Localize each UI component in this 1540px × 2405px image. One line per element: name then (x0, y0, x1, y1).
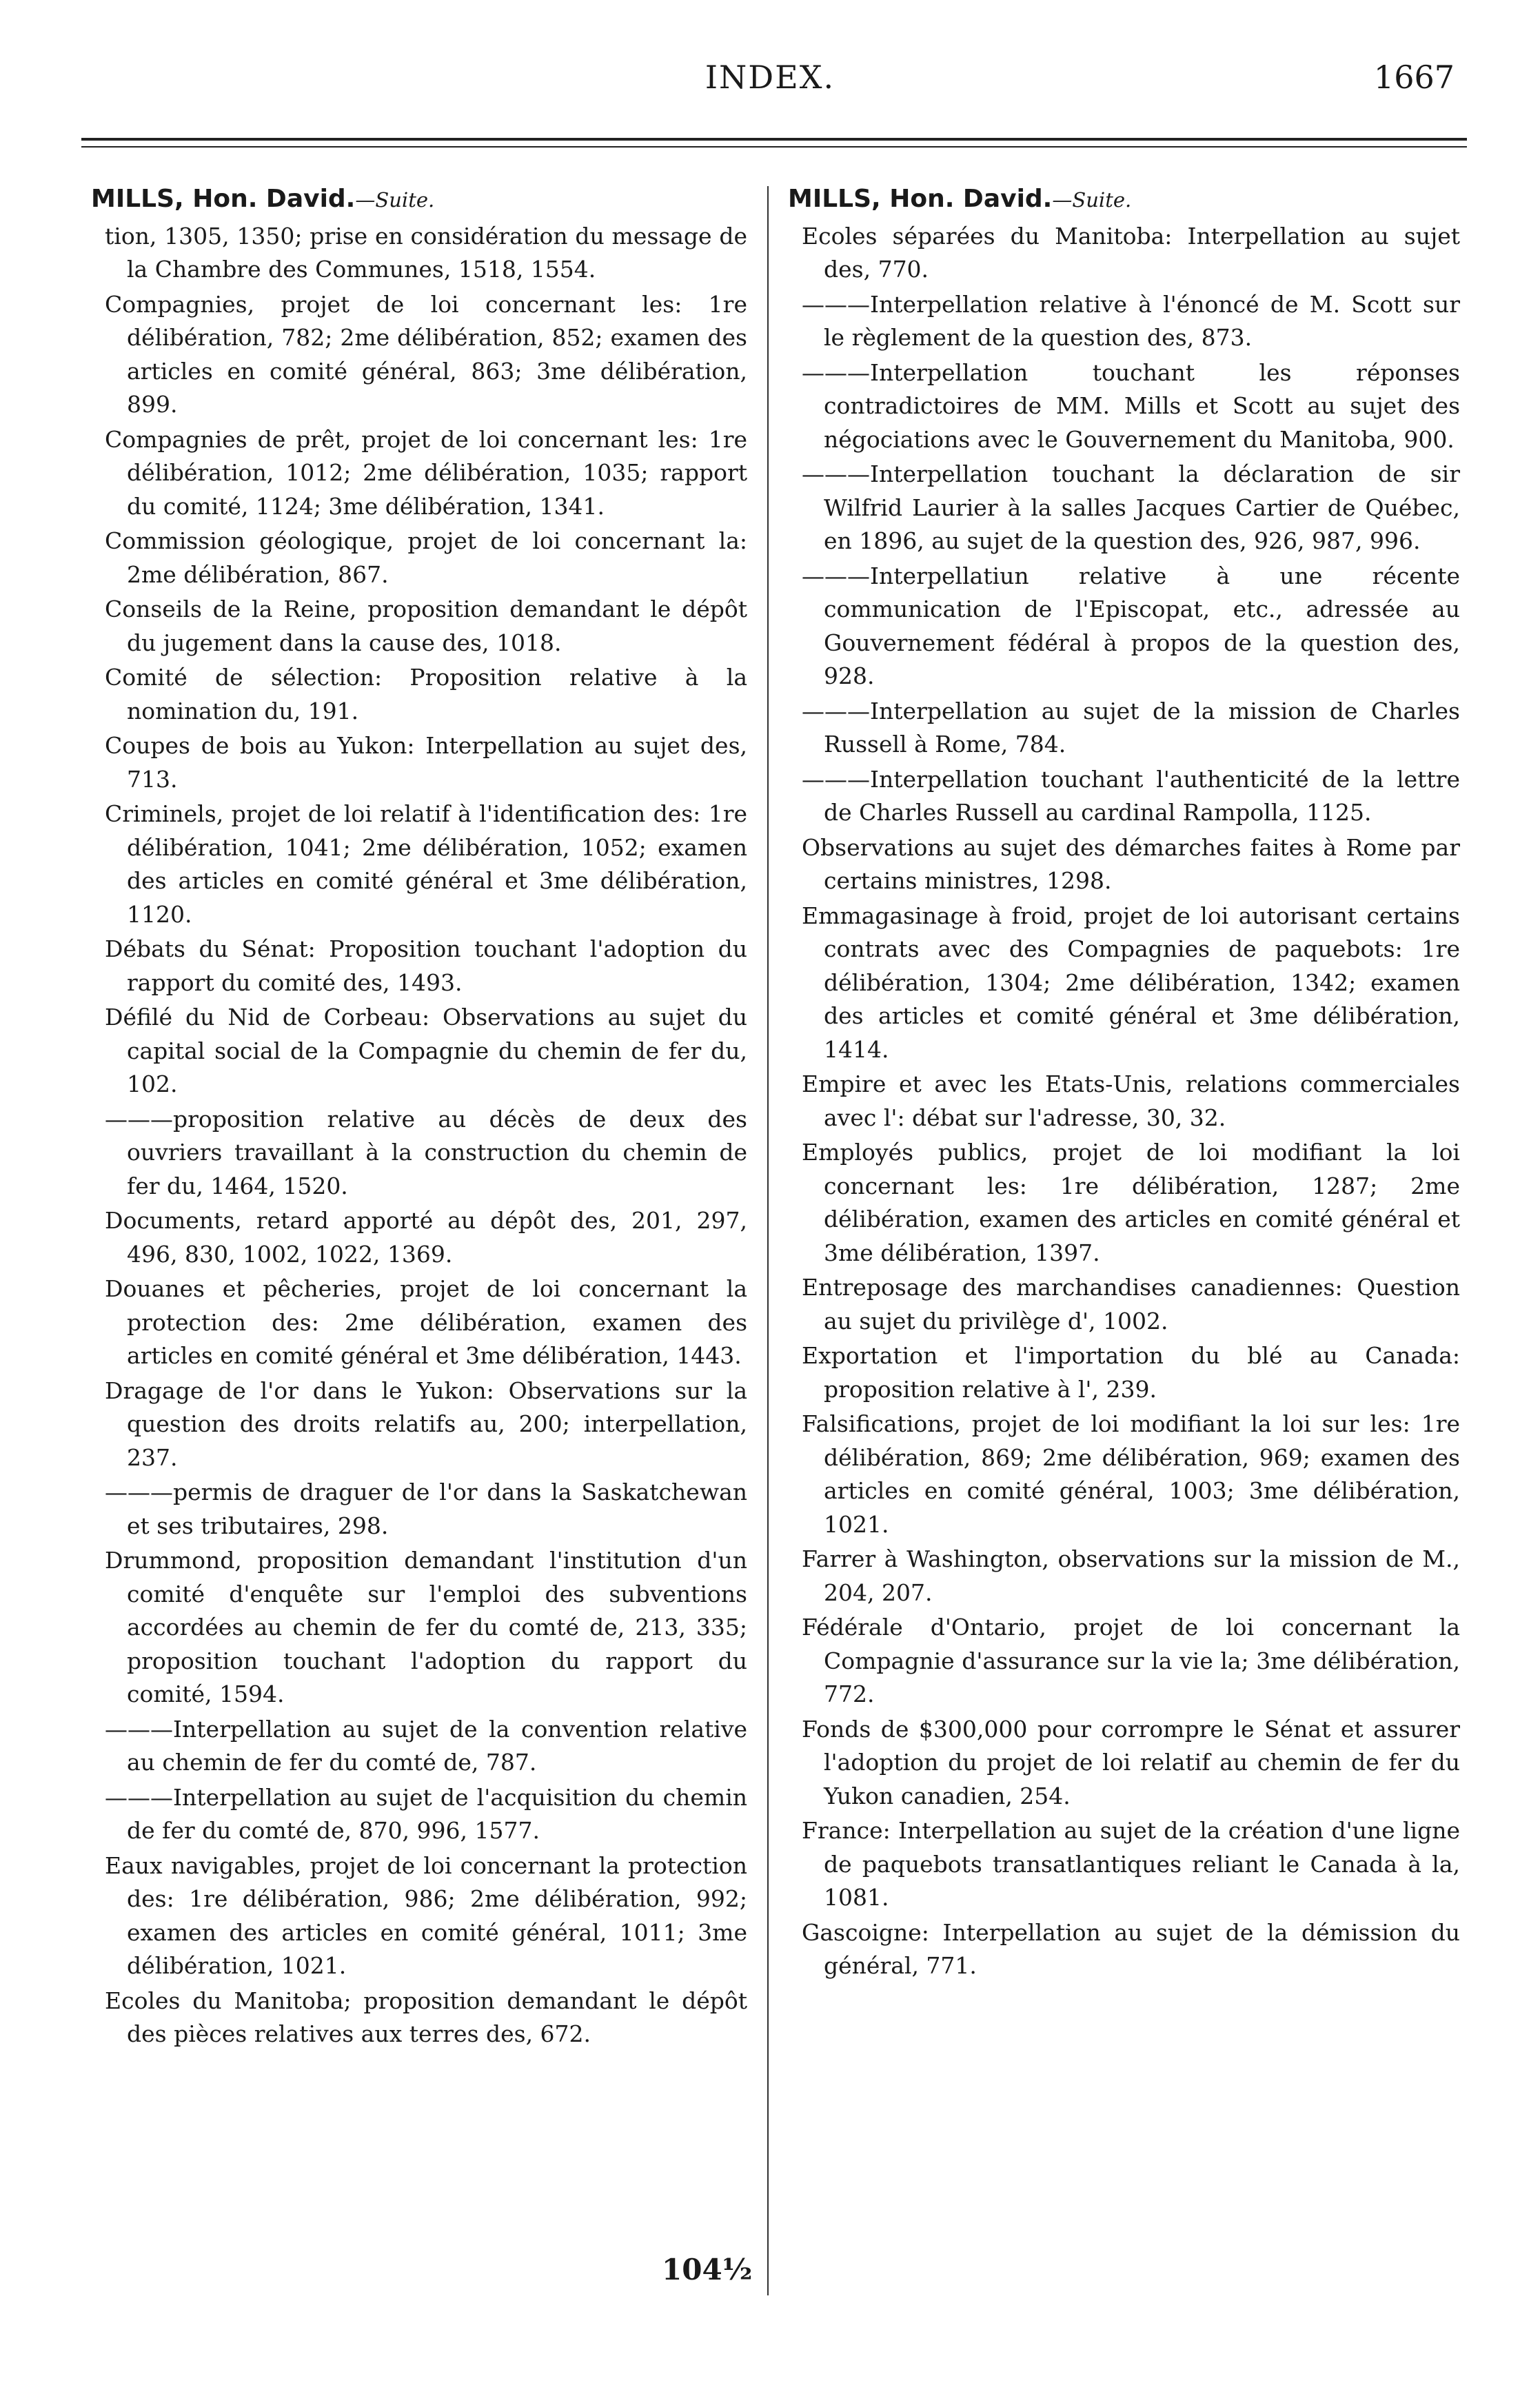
index-entry: Ecoles du Manitoba; proposition demandant le dépôt des pièces relatives aux terres des, 672. (105, 1987, 747, 2047)
page-number: 1667 (1373, 59, 1455, 96)
index-entry: ———Interpellation au sujet de la mission de Charles Russell à Rome, 784. (802, 697, 1460, 758)
index-entry: Défilé du Nid de Corbeau: Observations au sujet du capital social de la Compagnie du chemin de fer du, 102. (105, 1004, 747, 1097)
heading-name: MILLS, Hon. David. (91, 185, 356, 213)
index-entry: ———Interpellation relative à l'énoncé de M. Scott sur le règlement de la question des, 873. (802, 290, 1460, 351)
index-entry: Entreposage des marchandises canadiennes: Question au sujet du privilège d', 1002. (802, 1274, 1460, 1335)
index-entry: Criminels, projet de loi relatif à l'identification des: 1re délibération, 1041; 2me délibération, 1052; examen des articles en comité général et 3me délibération, 1120. (105, 800, 747, 928)
index-entry: ———Interpellation au sujet de l'acquisition du chemin de fer du comté de, 870, 996, 1577. (105, 1783, 747, 1844)
left-entry-list (91, 220, 747, 2051)
heading-suite: —Suite. (1052, 188, 1132, 212)
left-column (91, 183, 747, 2053)
index-entry: tion, 1305, 1350; prise en considération du message de la Chambre des Communes, 1518, 1554. (105, 222, 747, 283)
right-entry-list (788, 220, 1460, 1983)
index-entry: Exportation et l'importation du blé au Canada: proposition relative à l', 239. (802, 1342, 1460, 1403)
index-entry: Commission géologique, projet de loi concernant la: 2me délibération, 867. (105, 527, 747, 588)
index-entry: Falsifications, projet de loi modifiant la loi sur les: 1re délibération, 869; 2me délibération, 969; examen des articles en comité général, 1003; 3me délibération, 1021. (802, 1410, 1460, 1538)
heading-suite: —Suite. (355, 188, 435, 212)
index-entry: Farrer à Washington, observations sur la mission de M., 204, 207. (802, 1545, 1460, 1606)
page-header (0, 59, 1540, 114)
index-entry: Documents, retard apporté au dépôt des, 201, 297, 496, 830, 1002, 1022, 1369. (105, 1207, 747, 1268)
index-entry: Emmagasinage à froid, projet de loi autorisant certains contrats avec des Compagnies de paquebots: 1re délibération, 1304; 2me délibération, 1342; examen des articles et comité général et 3me délibération, 1414. (802, 902, 1460, 1063)
signature-mark: 104½ (662, 2253, 753, 2286)
index-entry: Employés publics, projet de loi modifiant la loi concernant les: 1re délibération, 1287; 2me délibération, examen des articles en comité général et 3me délibération, 1397. (802, 1139, 1460, 1266)
index-entry: ———Interpellation touchant l'authenticité de la lettre de Charles Russell au cardinal Rampolla, 1125. (802, 765, 1460, 826)
right-column (788, 183, 1460, 1985)
index-entry: Compagnies de prêt, projet de loi concernant les: 1re délibération, 1012; 2me délibération, 1035; rapport du comité, 1124; 3me délibération, 1341. (105, 425, 747, 520)
index-entry: Dragage de l'or dans le Yukon: Observations sur la question des droits relatifs au, 200; interpellation, 237. (105, 1377, 747, 1471)
header-rule-thin (81, 146, 1467, 148)
index-entry: Coupes de bois au Yukon: Interpellation au sujet des, 713. (105, 732, 747, 793)
index-entry: Gascoigne: Interpellation au sujet de la démission du général, 771. (802, 1918, 1460, 1979)
index-entry: Ecoles séparées du Manitoba: Interpellation au sujet des, 770. (802, 222, 1460, 283)
index-entry: Douanes et pêcheries, projet de loi concernant la protection des: 2me délibération, examen des articles en comité général et 3me délibération, 1443. (105, 1275, 747, 1369)
index-entry: Drummond, proposition demandant l'institution d'un comité d'enquête sur l'emploi des subventions accordées au chemin de fer du comté de, 213, 335; proposition touchant l'adoption du rapport du comité, 1594. (105, 1547, 747, 1707)
page-title: INDEX. (705, 59, 835, 96)
index-entry: Compagnies, projet de loi concernant les: 1re délibération, 782; 2me délibération, 852; examen des articles en comité général, 863; 3me délibération, 899. (105, 290, 747, 418)
column-divider (767, 186, 769, 2295)
index-entry: Eaux navigables, projet de loi concernant la protection des: 1re délibération, 986; 2me délibération, 992; examen des articles en comité général, 1011; 3me délibération, 1021. (105, 1851, 747, 1979)
heading-name: MILLS, Hon. David. (788, 185, 1053, 213)
index-entry: ———Interpellation touchant les réponses contradictoires de MM. Mills et Scott au sujet des négociations avec le Gouvernement du Manitoba, 900. (802, 358, 1460, 453)
index-entry: Débats du Sénat: Proposition touchant l'adoption du rapport du comité des, 1493. (105, 935, 747, 996)
index-entry: France: Interpellation au sujet de la création d'une ligne de paquebots transatlantiques reliant le Canada à la, 1081. (802, 1817, 1460, 1911)
index-entry: Fonds de $300,000 pour corrompre le Sénat et assurer l'adoption du projet de loi relatif au chemin de fer du Yukon canadien, 254. (802, 1715, 1460, 1809)
index-entry: ———proposition relative au décès de deux des ouvriers travaillant à la construction du chemin de fer du, 1464, 1520. (105, 1105, 747, 1199)
index-entry: Empire et avec les Etats-Unis, relations commerciales avec l': débat sur l'adresse, 30, 32. (802, 1070, 1460, 1131)
index-entry: Observations au sujet des démarches faites à Rome par certains ministres, 1298. (802, 833, 1460, 894)
index-entry: ———Interpellation touchant la déclaration de sir Wilfrid Laurier à la salles Jacques Cartier de Québec, en 1896, au sujet de la question des, 926, 987, 996. (802, 460, 1460, 554)
index-entry: ———Interpellatiun relative à une récente communication de l'Episcopat, etc., adressée au Gouvernement fédéral à propos de la question des, 928. (802, 562, 1460, 689)
right-column-heading (788, 183, 1460, 217)
index-entry: ———permis de draguer de l'or dans la Saskatchewan et ses tributaires, 298. (105, 1479, 747, 1539)
left-column-heading (91, 183, 747, 217)
index-entry: Comité de sélection: Proposition relative à la nomination du, 191. (105, 664, 747, 724)
index-entry: Conseils de la Reine, proposition demandant le dépôt du jugement dans la cause des, 1018. (105, 596, 747, 656)
header-rule (81, 138, 1467, 141)
index-entry: ———Interpellation au sujet de la convention relative au chemin de fer du comté de, 787. (105, 1715, 747, 1776)
index-entry: Fédérale d'Ontario, projet de loi concernant la Compagnie d'assurance sur la vie la; 3me délibération, 772. (802, 1614, 1460, 1707)
